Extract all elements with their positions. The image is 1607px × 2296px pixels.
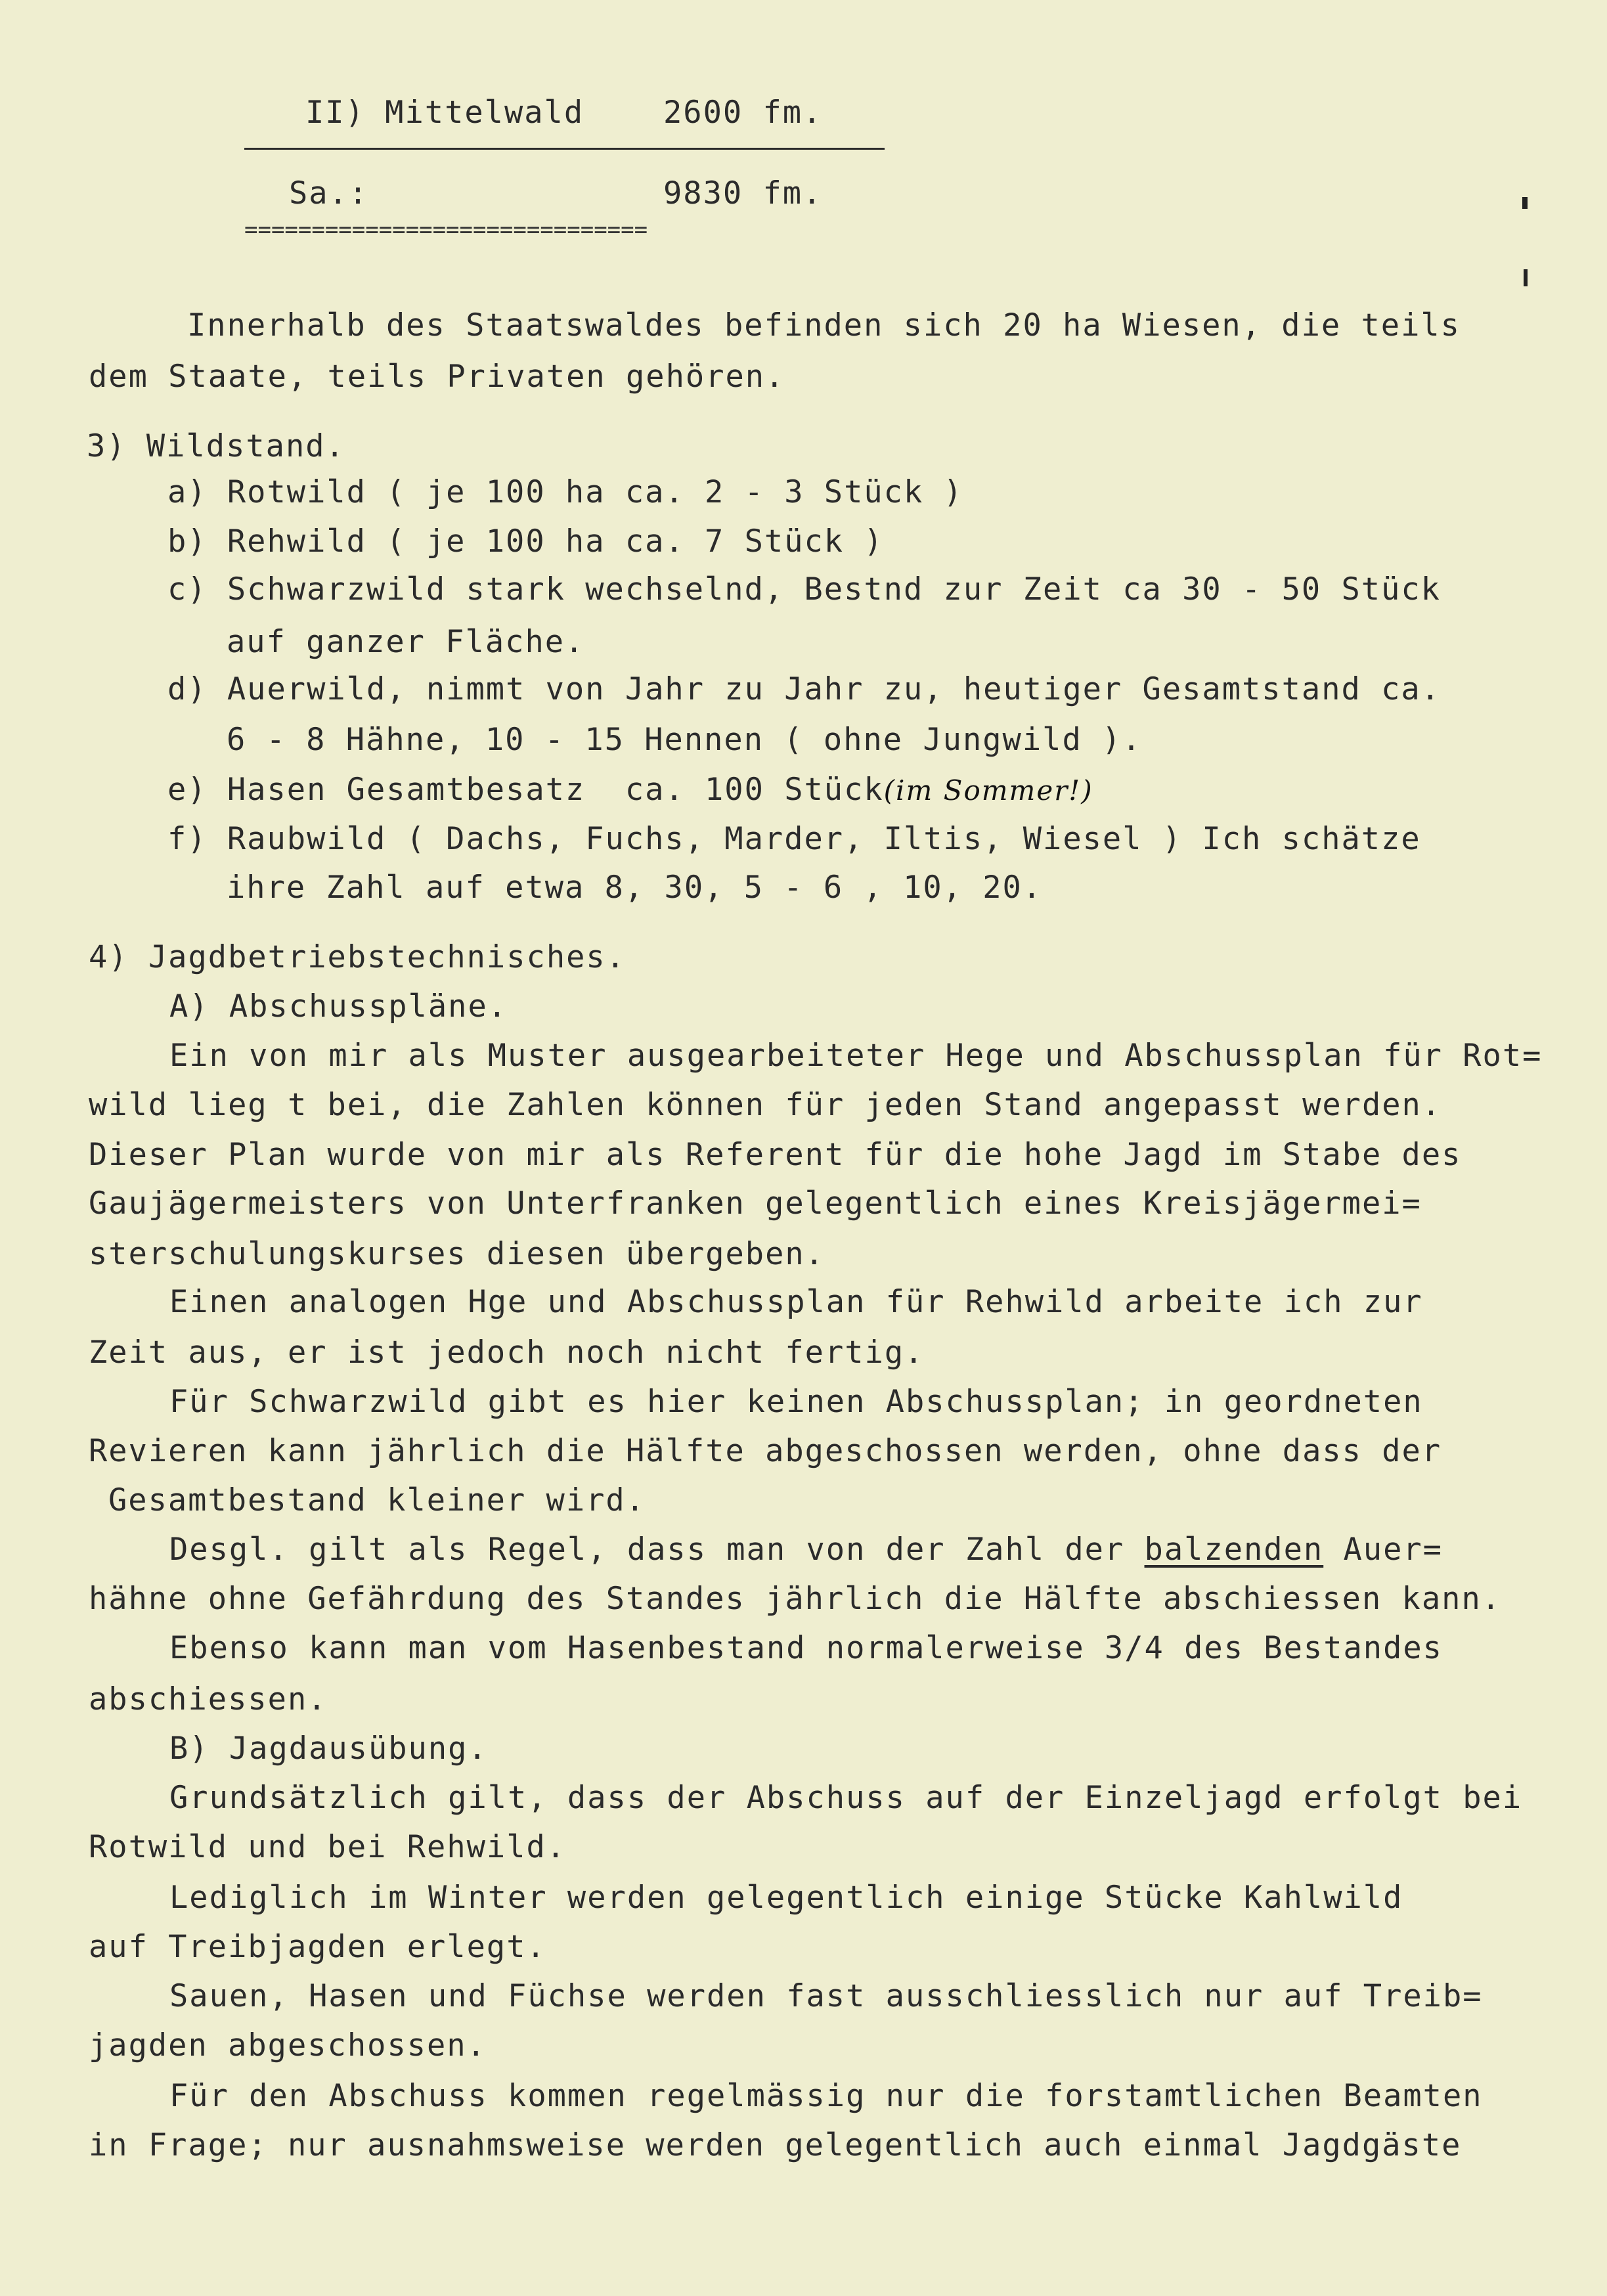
subsection-a-heading: A) Abschusspläne. (169, 988, 508, 1025)
paragraph-line: Gaujägermeisters von Unterfranken gelegentlich eines Kreisjägermei= (89, 1185, 1422, 1222)
paragraph-line: Für Schwarzwild gibt es hier keinen Abschussplan; in geordneten (169, 1384, 1423, 1420)
paragraph-line: Ein von mir als Muster ausgearbeiteter Hege und Abschussplan für Rot= (169, 1038, 1543, 1074)
paragraph-line: Rotwild und bei Rehwild. (89, 1829, 567, 1865)
paragraph-line: hähne ohne Gefährdung des Standes jährlich die Hälfte abschiessen kann. (89, 1581, 1502, 1617)
wildstand-item-d-cont: 6 - 8 Hähne, 10 - 15 Hennen ( ohne Jungwild ). (227, 722, 1142, 758)
paragraph-text: Auer= (1323, 1532, 1443, 1568)
table-row-value: 2600 fm. (663, 95, 823, 131)
paragraph-line: Revieren kann jährlich die Hälfte abgeschossen werden, ohne dass der (89, 1433, 1442, 1469)
wildstand-item-a: a) Rotwild ( je 100 ha ca. 2 - 3 Stück ) (167, 474, 963, 510)
paragraph-line: Ebenso kann man vom Hasenbestand normalerweise 3/4 des Bestandes (169, 1630, 1443, 1666)
paragraph-line: Für den Abschuss kommen regelmässig nur die forstamtlichen Beamten (169, 2078, 1483, 2114)
paragraph-line: Gesamtbestand kleiner wird. (108, 1482, 646, 1518)
section-4-heading: 4) Jagdbetriebstechnisches. (89, 939, 627, 975)
intro-line: Innerhalb des Staatswaldes befinden sich 20 ha Wiesen, die teils (187, 307, 1461, 343)
intro-line: dem Staate, teils Privaten gehören. (89, 359, 785, 395)
handwritten-note: (im Sommer!) (883, 774, 1093, 806)
paragraph-line: in Frage; nur ausnahmsweise werden gelegentlich auch einmal Jagdgäste (89, 2127, 1462, 2163)
section-3-heading: 3) Wildstand. (87, 428, 345, 464)
paragraph-line: sterschulungskurses diesen übergeben. (89, 1236, 825, 1272)
paragraph-line: jagden abgeschossen. (89, 2027, 487, 2064)
paragraph-line (169, 1530, 1443, 1570)
margin-mark (1522, 197, 1528, 209)
paragraph-line: wild lieg t bei, die Zahlen können für jeden Stand angepasst werden. (89, 1087, 1442, 1123)
paragraph-text: Desgl. gilt als Regel, dass man von der Zahl der (169, 1532, 1145, 1568)
paragraph-line: abschiessen. (89, 1681, 328, 1717)
paragraph-line: Dieser Plan wurde von mir als Referent für die hohe Jagd im Stabe des (89, 1137, 1462, 1173)
wildstand-item-d: d) Auerwild, nimmt von Jahr zu Jahr zu, heutiger Gesamtstand ca. (167, 671, 1441, 707)
paragraph-line: Einen analogen Hge und Abschussplan für Rehwild arbeite ich zur (169, 1284, 1423, 1320)
paragraph-line: Zeit aus, er ist jedoch noch nicht fertig. (89, 1335, 925, 1371)
wildstand-item-b: b) Rehwild ( je 100 ha ca. 7 Stück ) (167, 523, 884, 560)
wildstand-item-c: c) Schwarzwild stark wechselnd, Bestnd zur Zeit ca 30 - 50 Stück (167, 571, 1441, 607)
wildstand-item-f-cont: ihre Zahl auf etwa 8, 30, 5 - 6 , 10, 20. (227, 870, 1043, 906)
wildstand-item-c-cont: auf ganzer Fläche. (227, 624, 585, 660)
table-row-label: II) Mittelwald (305, 95, 584, 131)
paragraph-line: Grundsätzlich gilt, dass der Abschuss auf der Einzeljagd erfolgt bei (169, 1780, 1523, 1816)
table-rule (244, 148, 885, 150)
table-sum-value: 9830 fm. (663, 175, 823, 211)
paragraph-line: Sauen, Hasen und Füchse werden fast ausschliesslich nur auf Treib= (169, 1978, 1483, 2014)
paragraph-line: Lediglich im Winter werden gelegentlich einige Stücke Kahlwild (169, 1880, 1403, 1916)
paragraph-line: auf Treibjagden erlegt. (89, 1929, 546, 1965)
wildstand-item-f: f) Raubwild ( Dachs, Fuchs, Marder, Iltis, Wiesel ) Ich schätze (167, 821, 1421, 857)
table-sum-label: Sa.: (289, 175, 369, 211)
margin-mark (1524, 269, 1528, 286)
table-double-rule: ============================== (244, 217, 648, 243)
wildstand-item-e (167, 770, 1093, 810)
underlined-word: balzenden (1144, 1532, 1324, 1568)
subsection-b-heading: B) Jagdausübung. (169, 1731, 488, 1767)
wildstand-item-e-text: e) Hasen Gesamtbesatz ca. 100 Stück (167, 772, 884, 808)
